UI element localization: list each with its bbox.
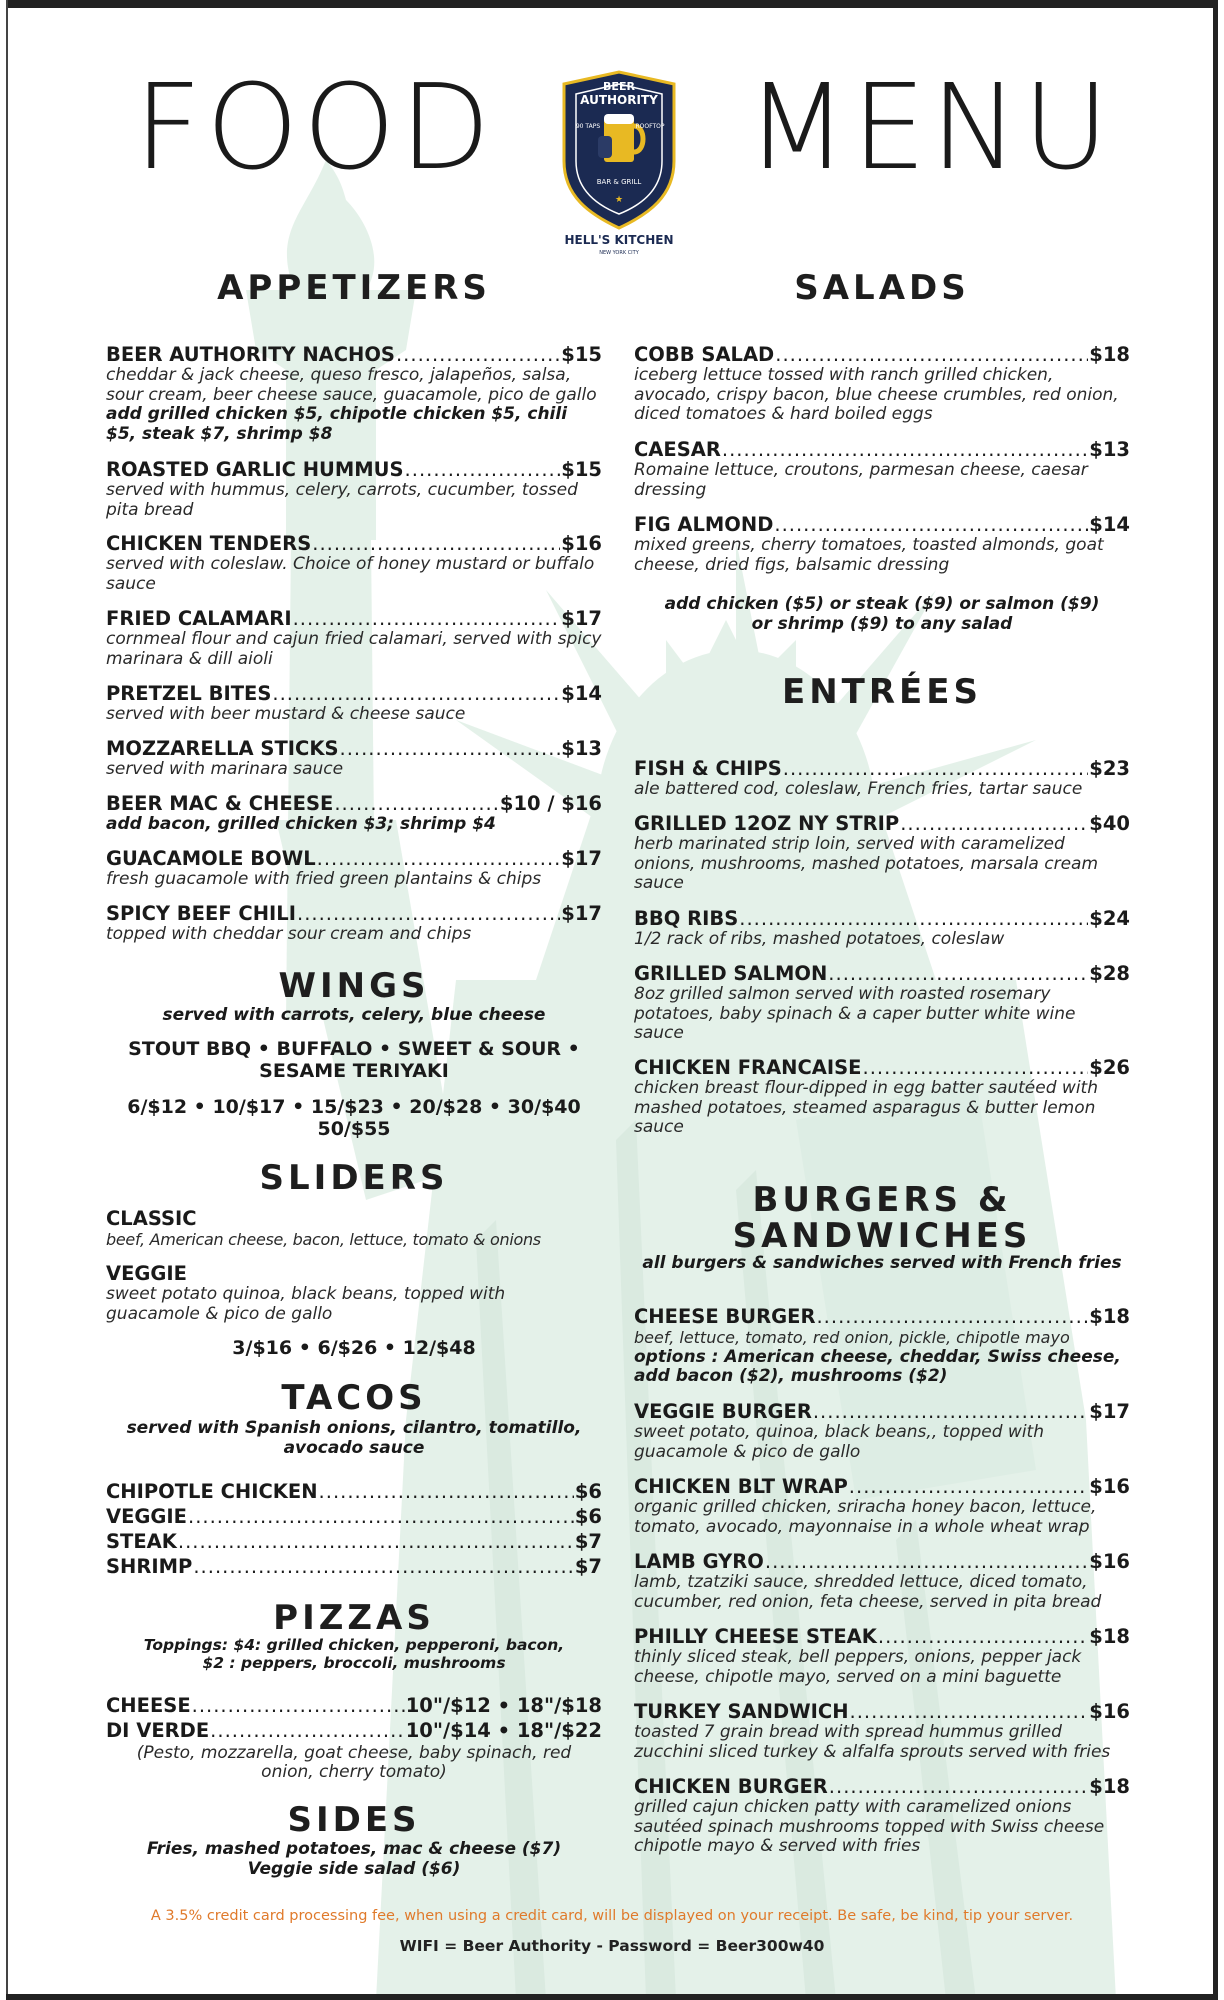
menu-item	[106, 459, 602, 520]
heading-tacos: TACOS	[281, 1378, 427, 1418]
menu-item	[106, 1263, 602, 1324]
menu-item	[634, 1701, 1130, 1762]
item-name: COBB SALAD	[634, 344, 775, 366]
item-price: $17	[1089, 1401, 1130, 1423]
menu-item	[106, 344, 602, 444]
menu-item	[634, 439, 1130, 500]
item-name: PRETZEL BITES	[106, 683, 272, 705]
item-price: $18	[1089, 1626, 1130, 1648]
item-name: CHICKEN BURGER	[634, 1776, 828, 1798]
item-name: CHICKEN BLT WRAP	[634, 1476, 848, 1498]
menu-item	[106, 608, 602, 669]
item-price: $18	[1089, 1306, 1130, 1328]
item-price: $13	[1089, 439, 1130, 461]
menu-item	[634, 1626, 1130, 1687]
item-name: SPICY BEEF CHILI	[106, 903, 296, 925]
item-description: cornmeal flour and cajun fried calamari, served with spicy marinara & dill aioli	[106, 629, 602, 669]
heading-burgers-line2: SANDWICHES	[732, 1216, 1032, 1256]
item-price: $18	[1089, 344, 1130, 366]
item-description: served with marinara sauce	[106, 759, 344, 779]
item-description: Romaine lettuce, croutons, parmesan cheese, caesar dressing	[634, 460, 1088, 500]
menu-item	[106, 738, 602, 780]
menu-item	[106, 1481, 602, 1503]
item-name: CAESAR	[634, 439, 721, 461]
item-price: $40	[1089, 813, 1130, 835]
menu-item	[634, 1306, 1130, 1387]
item-price: $6	[574, 1481, 602, 1503]
menu-item	[634, 1401, 1130, 1462]
item-description: beef, lettuce, tomato, red onion, pickle, chipotle mayo	[634, 1328, 1070, 1347]
item-name: CHICKEN FRANCAISE	[634, 1057, 862, 1079]
item-name: MOZZARELLA STICKS	[106, 738, 339, 760]
menu-item	[106, 903, 602, 945]
item-name: TURKEY SANDWICH	[634, 1701, 849, 1723]
title-food: FOOD	[134, 58, 495, 196]
item-name: DI VERDE	[106, 1720, 210, 1742]
item-name: VEGGIE	[106, 1262, 187, 1285]
menu-item	[106, 1208, 602, 1250]
item-name: CHIPOTLE CHICKEN	[106, 1481, 318, 1503]
heading-sides: SIDES	[287, 1800, 421, 1840]
item-price: $13	[561, 738, 602, 760]
menu-item	[634, 908, 1130, 950]
item-description: topped with cheddar sour cream and chips	[106, 924, 472, 944]
item-description: sweet potato, quinoa, black beans,, topped with guacamole & pico de gallo	[634, 1422, 1044, 1462]
logo-text-city: HELL'S KITCHEN	[564, 233, 674, 247]
heading-burgers-line1: BURGERS &	[752, 1180, 1012, 1220]
item-name: GUACAMOLE BOWL	[106, 848, 316, 870]
page-edge-left	[6, 0, 8, 2000]
item-name: CHICKEN TENDERS	[106, 533, 312, 555]
heading-salads: SALADS	[794, 268, 970, 308]
item-name: FISH & CHIPS	[634, 758, 782, 780]
logo-text-authority: AUTHORITY	[580, 93, 658, 107]
heading-appetizers: APPETIZERS	[217, 268, 491, 308]
menu-item	[634, 1476, 1130, 1537]
item-description: sweet potato quinoa, black beans, topped with guacamole & pico de gallo	[106, 1284, 506, 1324]
menu-item	[634, 514, 1130, 575]
menu-item	[634, 1776, 1130, 1857]
item-description: organic grilled chicken, sriracha honey bacon, lettuce, tomato, avocado, mayonnaise in a whole wheat wrap	[634, 1497, 1097, 1537]
wings-flavors-line2: SESAME TERIYAKI	[259, 1060, 449, 1082]
logo-text-sub: NEW YORK CITY	[599, 250, 639, 256]
item-price: $16	[561, 533, 602, 555]
burgers-subtitle: all burgers & sandwiches served with French fries	[642, 1253, 1122, 1273]
item-name: VEGGIE BURGER	[634, 1401, 812, 1423]
item-description: served with hummus, celery, carrots, cucumber, tossed pita bread	[106, 480, 578, 520]
wings-prices-line2: 50/$55	[317, 1118, 391, 1140]
item-price: $23	[1089, 758, 1130, 780]
item-price: $16	[1089, 1551, 1130, 1573]
item-name: BBQ RIBS	[634, 908, 739, 930]
item-name: CLASSIC	[106, 1207, 197, 1230]
heading-entrees: ENTRÉES	[782, 672, 982, 712]
item-name: BEER AUTHORITY NACHOS	[106, 344, 395, 366]
item-description: chicken breast flour-dipped in egg batter sautéed with mashed potatoes, steamed asparagus & butter lemon sauce	[634, 1078, 1098, 1137]
pizza-toppings-line2: $2 : peppers, broccoli, mushrooms	[202, 1654, 506, 1672]
item-description: 8oz grilled salmon served with roasted rosemary potatoes, baby spinach & a caper butter white wine sauce	[634, 984, 1076, 1043]
credit-card-fee-note: A 3.5% credit card processing fee, when using a credit card, will be displayed on your receipt. Be safe, be kind, tip your server.	[150, 1908, 1074, 1924]
tacos-subtitle-line1: served with Spanish onions, cilantro, tomatillo,	[126, 1418, 582, 1438]
pizza-note-line2: onion, cherry tomato)	[261, 1762, 447, 1782]
menu-item	[634, 963, 1130, 1044]
item-name: PHILLY CHEESE STEAK	[634, 1626, 877, 1648]
item-description: beef, American cheese, bacon, lettuce, tomato & onions	[106, 1230, 541, 1249]
item-addons: add bacon, grilled chicken $3; shrimp $4	[106, 814, 496, 834]
menu-item	[106, 1531, 602, 1553]
item-price: $17	[561, 848, 602, 870]
menu-item	[106, 1506, 602, 1528]
item-description: thinly sliced steak, bell peppers, onions, pepper jack cheese, chipotle mayo, served on a mini baguette	[634, 1647, 1082, 1687]
item-price: $16	[1089, 1476, 1130, 1498]
item-price: $7	[574, 1531, 602, 1553]
item-description: fresh guacamole with fried green plantains & chips	[106, 869, 542, 889]
item-price: $28	[1089, 963, 1130, 985]
menu-page	[6, 0, 1218, 2000]
item-addons: options : American cheese, cheddar, Swiss cheese, add bacon ($2), mushrooms ($2)	[634, 1346, 1121, 1386]
item-name: CHEESE BURGER	[634, 1306, 816, 1328]
item-description: served with beer mustard & cheese sauce	[106, 704, 466, 724]
item-price: $17	[561, 608, 602, 630]
item-description: lamb, tzatziki sauce, shredded lettuce, diced tomato, cucumber, red onion, feta cheese, served in pita bread	[634, 1572, 1102, 1612]
menu-item	[106, 848, 602, 890]
menu-item	[106, 1695, 602, 1717]
item-price: $14	[561, 683, 602, 705]
item-description: ale battered cod, coleslaw, French fries, tartar sauce	[634, 779, 1083, 799]
page-edge-right	[1213, 0, 1218, 2000]
item-price: $15	[561, 344, 602, 366]
heading-sliders: SLIDERS	[259, 1158, 449, 1198]
tacos-subtitle-line2: avocado sauce	[283, 1438, 425, 1458]
item-price: $24	[1089, 908, 1130, 930]
item-price: $26	[1089, 1057, 1130, 1079]
menu-item	[106, 1720, 602, 1742]
pizza-toppings-line1: Toppings: $4: grilled chicken, pepperoni, bacon,	[143, 1636, 565, 1654]
item-description: cheddar & jack cheese, queso fresco, jalapeños, salsa, sour cream, beer cheese sauce, guacamole, pico de gallo	[106, 365, 597, 405]
item-price: $15	[561, 459, 602, 481]
menu-item	[634, 1551, 1130, 1612]
svg-text:★: ★	[614, 195, 624, 205]
wings-subtitle: served with carrots, celery, blue cheese	[162, 1005, 546, 1025]
item-description: toasted 7 grain bread with spread hummus grilled zucchini sliced turkey & alfalfa sprouts served with fries	[634, 1722, 1111, 1762]
wings-prices-line1: 6/$12 • 10/$17 • 15/$23 • 20/$28 • 30/$40	[127, 1096, 581, 1118]
item-description: mixed greens, cherry tomatoes, toasted almonds, goat cheese, dried figs, balsamic dressing	[634, 535, 1104, 575]
sides-line1: Fries, mashed potatoes, mac & cheese ($7)	[146, 1839, 562, 1859]
menu-item	[634, 344, 1130, 425]
item-name: STEAK	[106, 1531, 177, 1553]
menu-item	[634, 813, 1130, 894]
item-price: $6	[574, 1506, 602, 1528]
item-name: GRILLED SALMON	[634, 963, 828, 985]
item-description: grilled cajun chicken patty with caramelized onions sautéed spinach mushrooms topped with Swiss cheese chipotle mayo & served with fries	[634, 1797, 1105, 1856]
menu-item	[106, 533, 602, 594]
item-name: SHRIMP	[106, 1556, 193, 1578]
item-name: GRILLED 12OZ NY STRIP	[634, 813, 900, 835]
item-price: 10"/$14 • 18"/$22	[405, 1720, 602, 1742]
item-price: $14	[1089, 514, 1130, 536]
title-menu: MENU	[746, 58, 1114, 196]
menu-item	[634, 1057, 1130, 1138]
heading-wings: WINGS	[278, 966, 430, 1006]
item-name: FIG ALMOND	[634, 514, 774, 536]
item-description: herb marinated strip loin, served with caramelized onions, mushrooms, mashed potatoes, marsala cream sauce	[634, 834, 1099, 893]
sliders-prices: 3/$16 • 6/$26 • 12/$48	[232, 1337, 476, 1359]
menu-item	[106, 793, 602, 835]
pizza-note-line1: (Pesto, mozzarella, goat cheese, baby spinach, red	[136, 1743, 572, 1763]
item-price: $17	[561, 903, 602, 925]
menu-item	[106, 683, 602, 725]
beer-authority-logo	[554, 66, 684, 256]
heading-pizzas: PIZZAS	[273, 1598, 435, 1638]
logo-text-bar: BAR & GRILL	[596, 178, 642, 186]
item-price: $18	[1089, 1776, 1130, 1798]
salad-addon-line2: or shrimp ($9) to any salad	[751, 614, 1013, 634]
salad-addon-line1: add chicken ($5) or steak ($9) or salmon ($9)	[664, 594, 1100, 614]
item-price: $16	[1089, 1701, 1130, 1723]
item-description: 1/2 rack of ribs, mashed potatoes, coleslaw	[634, 929, 1005, 949]
item-price: $10 / $16	[499, 793, 602, 815]
logo-text-beer: BEER	[603, 80, 635, 93]
item-price: $7	[574, 1556, 602, 1578]
sides-line2: Veggie side salad ($6)	[247, 1859, 461, 1879]
item-name: ROASTED GARLIC HUMMUS	[106, 459, 404, 481]
item-name: CHEESE	[106, 1695, 191, 1717]
item-addons: add grilled chicken $5, chipotle chicken $5, chili $5, steak $7, shrimp $8	[106, 404, 568, 444]
wings-flavors-line1: STOUT BBQ • BUFFALO • SWEET & SOUR •	[128, 1038, 580, 1060]
logo-text-rooftop: ROOFTOP	[635, 123, 665, 130]
menu-item	[634, 758, 1130, 800]
wifi-info: WIFI = Beer Authority - Password = Beer300w40	[399, 1937, 825, 1955]
item-name: LAMB GYRO	[634, 1551, 764, 1573]
item-name: FRIED CALAMARI	[106, 608, 292, 630]
item-description: iceberg lettuce tossed with ranch grilled chicken, avocado, crispy bacon, blue cheese crumbles, red onion, diced tomatoes & hard boiled eggs	[634, 365, 1119, 424]
item-price: 10"/$12 • 18"/$18	[405, 1695, 602, 1717]
item-name: BEER MAC & CHEESE	[106, 793, 334, 815]
item-description: served with coleslaw. Choice of honey mustard or buffalo sauce	[106, 554, 595, 594]
item-name: VEGGIE	[106, 1506, 187, 1528]
menu-item	[106, 1556, 602, 1578]
logo-text-taps: 90 TAPS	[575, 123, 601, 130]
